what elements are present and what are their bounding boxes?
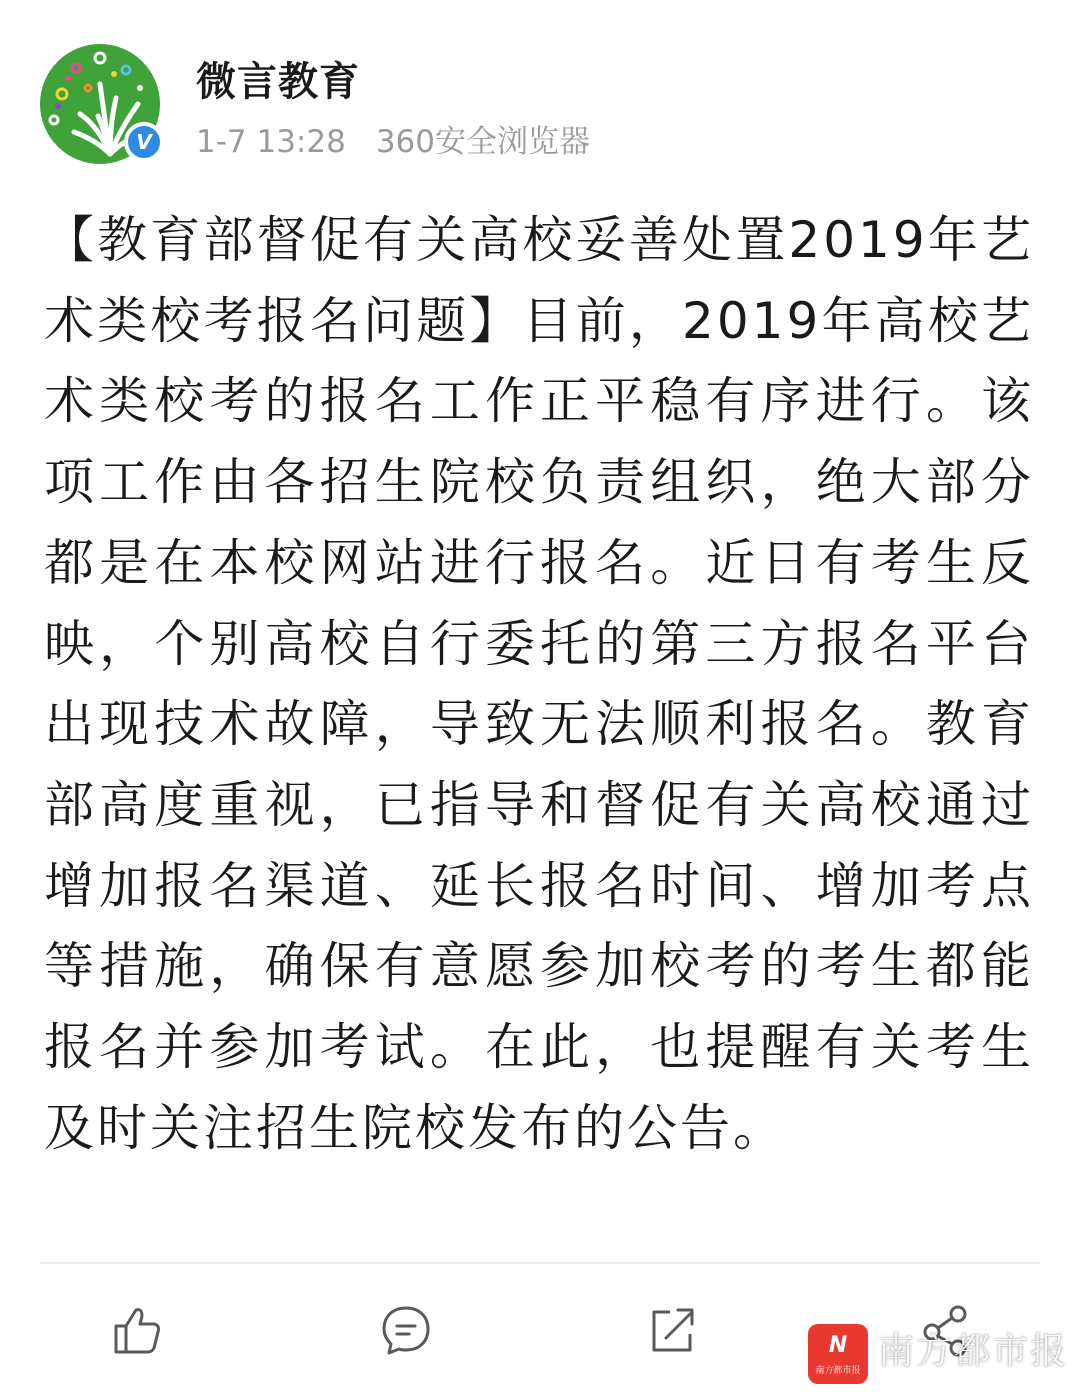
repost-button[interactable] [632,1290,712,1370]
post-time: 1-7 13:28 [196,124,346,160]
post-meta [196,120,590,164]
divider [40,1262,1040,1264]
comment-bubble-icon [378,1302,434,1358]
post-text: 【教育部督促有关高校妥善处置2019年艺术类校考报名问题】目前，2019年高校艺术类校考的报名工作正平稳有序进行。该项工作由各招生院校负责组织，绝大部分都是在本校网站进行报名。近日有考生反映，个别高校自行委托的第三方报名平台出现技术故障，导致无法顺利报名。教育部高度重视，已指导和督促有关高校通过增加报名渠道、延长报名时间、增加考点等措施，确保有意愿参加校考的考生都能报名并参加考试。在此，也提醒有关考生及时关注招生院校发布的公告。 [44,211,1034,1157]
like-button[interactable] [96,1290,176,1370]
external-share-icon [644,1302,700,1358]
newspaper-watermark [808,1322,1074,1388]
account-avatar[interactable] [40,44,160,164]
watermark-name: 南方都市报 [878,1331,1069,1372]
verified-badge-icon: V [124,122,164,162]
thumbs-up-icon [108,1302,164,1358]
newspaper-logo-icon: N 南方都市报 [808,1324,868,1384]
account-name[interactable]: 微言教育 [196,59,360,105]
post-header [40,44,1040,164]
comment-button[interactable] [366,1290,446,1370]
post-source: 360安全浏览器 [375,124,590,160]
